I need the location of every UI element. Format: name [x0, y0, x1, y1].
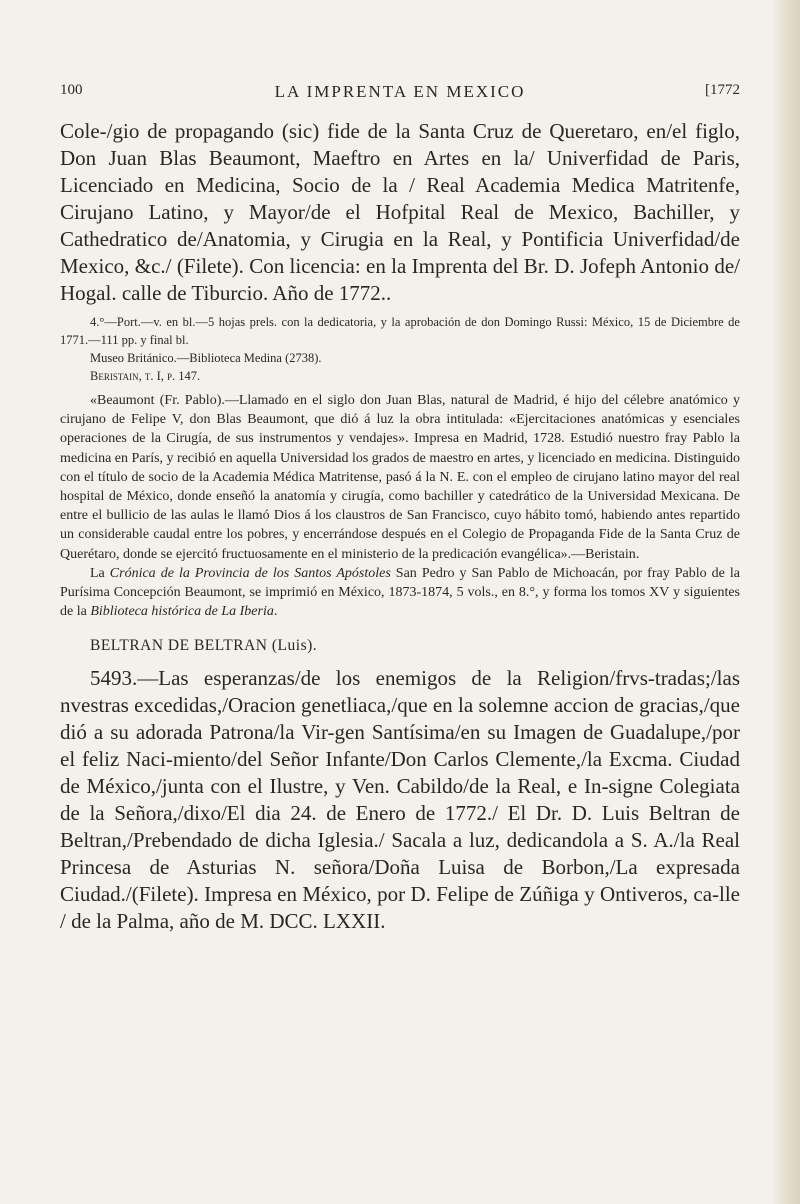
author-heading: BELTRAN DE BELTRAN (Luis). [90, 637, 318, 655]
holding-location: Museo Británico.—Biblioteca Medina (2738). [90, 351, 322, 365]
chronicle-note-pre: La [90, 565, 105, 581]
beristain-quote: «Beaumont (Fr. Pablo).—Llamado en el siglo don Juan Blas, natural de Madrid, é hijo del célebre anatómico y cirujano de Felipe V, don Blas Beaumont, que dió á luz la obra intitulada: «Ejercitaciones anatómicas y esenciales operaciones de la Cirugía, de sus instrumentos y vendajes». Impresa en Madrid, 1728. Estudió nuestro fray Pablo la medicina en París, y recibió en aquella Universidad los grados de maestro en artes, y licenciado en medicina. Distinguido con el título de socio de la Academia Médica Matritense, pasó á la N. E. con el empleo de cirujano latino mayor del real hospital de México, donde enseñó la anatomía y cirugía, como bachiller y catedrático de la Universidad Mexicana. De entre el bullicio de las aulas le llamó Dios á los claustros de San Francisco, cuyo hábito tomó, habiendo antes repartido un considerable caudal entre los pobres, y encerrándose después en el Colegio de Propaganda Fide de la Santa Cruz de Querétaro, donde se ejercitó fructuosamente en el ministerio de la predicación evangélica».—Beristain. [60, 393, 740, 562]
series-title: Biblioteca histórica de La Iberia [90, 604, 274, 620]
chronicle-title: Crónica de la Provincia de los Santos Apóstoles [109, 565, 391, 581]
running-year: [1772 [705, 82, 740, 98]
chronicle-note-end: . [273, 604, 278, 620]
prev-entry-title-body: Cole-/gio de propagando (sic) fide de la Santa Cruz de Queretaro, en/el figlo, Don Juan Blas Beaumont, Maeftro en Artes en la/ Univerfidad de Paris, Licenciado en Medicina, Socio de la / Real Academia Medica Matritenfe, Cirujano Latino, y Mayor/de el Hofpital Real de Mexico, Bachiller, y Cathedratico de/Anatomia, y Cirugia en la Real, y Pontificia Univerfidad/de Mexico, &c./ (Filete). Con licencia: en la Imprenta del Br. D. Jofeph Antonio de/ Hogal. calle de Tiburcio. Año de 1772.. [60, 119, 740, 305]
bibliographic-reference: Beristain, t. I, p. 147. [90, 369, 201, 383]
page-number: 100 [60, 82, 83, 98]
entry-title-body: —Las esperanzas/de los enemigos de la Religion/frvs-tradas;/las nvestras excedidas,/Oracion genetliaca,/que en la solemne accion de gracias,/que dió a su adorada Patrona/la Vir-gen Santísima/en su Imagen de Guadalupe,/por el feliz Naci-miento/del Señor Infante/Don Carlos Clemente,/la Excma. Ciudad de México,/junta con el Ilustre, y Ven. Cabildo/de la Real, e In-signe Colegiata de la Señora,/dixo/El dia 24. de Enero de 1772./ El Dr. D. Luis Beltran de Beltran,/Prebendado de dicha Iglesia./ Sacala a luz, dedicandola a S. A./la Real Princesa de Asturias N. señora/Doña Luisa de Borbon,/La expresada Ciudad./(Filete). Impresa en México, por D. Felipe de Zúñiga y Ontiveros, ca-lle / de la Palma, año de M. DCC. LXXII. [60, 666, 740, 934]
chronicle-note-mid: San Pedro y San Pablo de Michoacán, por fray Pablo de la Purísima Concepción Beaumont, se imprimió en México, 1873-1874, 5 vols., en 8.°, y forma los tomos XV y siguientes de la [60, 565, 740, 620]
running-head [60, 78, 740, 108]
entry-5493 [60, 665, 740, 935]
entry-number: 5493. [90, 666, 138, 691]
page-edge-shadow [772, 0, 800, 1204]
collation-note: 4.°—Port.—v. en bl.—5 hojas prels. con la dedicatoria, y la aprobación de don Domingo Russi: México, 15 de Diciembre de 1771.—111 pp. y final bl. [60, 315, 740, 347]
chronicle-note [60, 564, 740, 622]
book-page [60, 78, 740, 935]
running-title: LA IMPRENTA EN MEXICO [274, 82, 526, 101]
